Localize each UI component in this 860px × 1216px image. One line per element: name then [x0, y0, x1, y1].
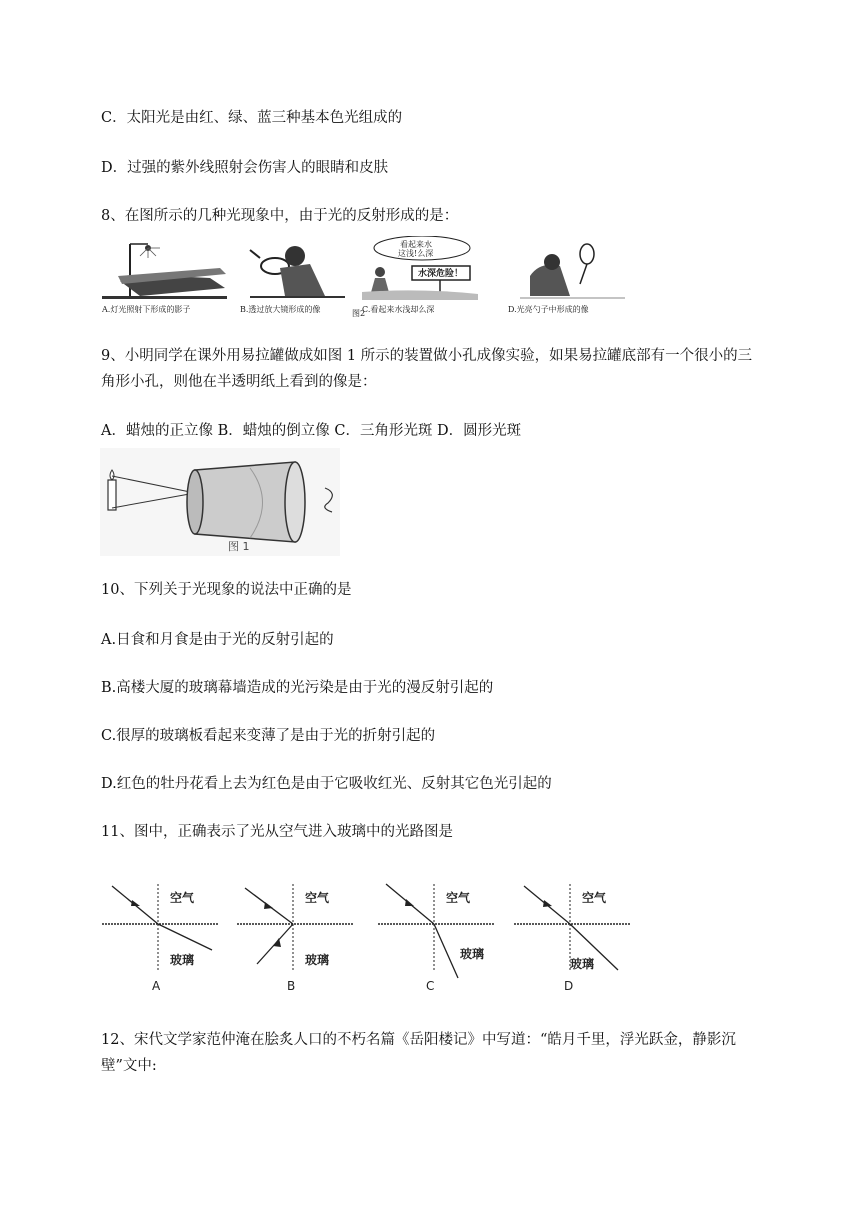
- q11-diagram-d: [514, 884, 630, 993]
- q11-label-a: A: [152, 979, 161, 993]
- q7-option-c: C．太阳光是由红、绿、蓝三种基本色光组成的: [101, 110, 403, 126]
- q11-stem: 11、图中，正确表示了光从空气进入玻璃中的光路图是: [101, 824, 453, 840]
- q9-options: A．蜡烛的正立像 B．蜡烛的倒立像 C．三角形光斑 D．圆形光斑: [101, 423, 522, 439]
- q12-line1: 12、宋代文学家范仲淹在脍炙人口的不朽名篇《岳阳楼记》中写道：“皓月千里，浮光跃金，静影沉: [101, 1032, 736, 1048]
- q12-line2: 壁”文中:: [101, 1058, 157, 1074]
- q11-diagram-c: [378, 884, 494, 993]
- q10-option-d: D.红色的牡丹花看上去为红色是由于它吸收红光、反射其它色光引起的: [101, 776, 552, 792]
- q10-option-c: C.很厚的玻璃板看起来变薄了是由于光的折射引起的: [101, 728, 436, 744]
- q8-figure-b: [240, 246, 345, 314]
- q11-label-c: C: [426, 979, 435, 993]
- q11-a-air: 空气: [170, 891, 195, 905]
- q11-label-d: D: [564, 979, 574, 993]
- q11-c-air: 空气: [446, 891, 471, 905]
- q8-sign-text: 水深危险！: [418, 269, 464, 279]
- q11-d-air: 空气: [582, 891, 607, 905]
- q11-figure: [100, 878, 630, 998]
- q8-bubble-line2: 这浅!么深: [398, 249, 434, 258]
- q8-figure-c: [362, 236, 478, 314]
- q9-figure: [100, 448, 340, 556]
- q11-diagram-a: [102, 884, 218, 993]
- q8-caption-a: A.灯光照射下形成的影子: [102, 305, 191, 314]
- q10-option-a: A.日食和月食是由于光的反射引起的: [101, 632, 334, 648]
- q10-stem: 10、下列关于光现象的说法中正确的是: [101, 582, 352, 598]
- q11-diagram-b: [237, 884, 353, 993]
- q11-c-glass: 玻璃: [460, 947, 485, 961]
- q8-caption-d: D.光亮勺子中形成的像: [508, 305, 589, 314]
- q11-a-glass: 玻璃: [170, 953, 195, 967]
- q8-figure-a: [101, 244, 227, 314]
- q11-b-air: 空气: [305, 891, 330, 905]
- q8-caption-b: B.透过放大镜形成的像: [240, 305, 321, 314]
- q11-label-b: B: [287, 979, 296, 993]
- q8-stem: 8、在图所示的几种光现象中，由于光的反射形成的是：: [101, 208, 459, 224]
- q10-option-b: B.高楼大厦的玻璃幕墙造成的光污染是由于光的漫反射引起的: [101, 680, 494, 696]
- q8-figure: [100, 236, 630, 318]
- candle-icon: [108, 480, 116, 510]
- q9-stem-line2: 角形小孔，则他在半透明纸上看到的像是：: [101, 374, 377, 390]
- q11-d-glass: 玻璃: [570, 957, 595, 971]
- q8-bubble-line1: 看起来水: [400, 240, 432, 249]
- q7-option-d: D．过强的紫外线照射会伤害人的眼睛和皮肤: [101, 160, 389, 176]
- q8-figure-d: [508, 244, 625, 314]
- q11-b-glass: 玻璃: [305, 953, 330, 967]
- q9-figure-label: 图 1: [228, 540, 250, 553]
- q9-stem-line1: 9、小明同学在课外用易拉罐做成如图 1 所示的装置做小孔成像实验，如果易拉罐底部有一个很小的三: [101, 348, 753, 364]
- q8-caption-c: C.看起来水浅却么深: [362, 305, 435, 314]
- q8-figure-label: 图2: [352, 309, 366, 318]
